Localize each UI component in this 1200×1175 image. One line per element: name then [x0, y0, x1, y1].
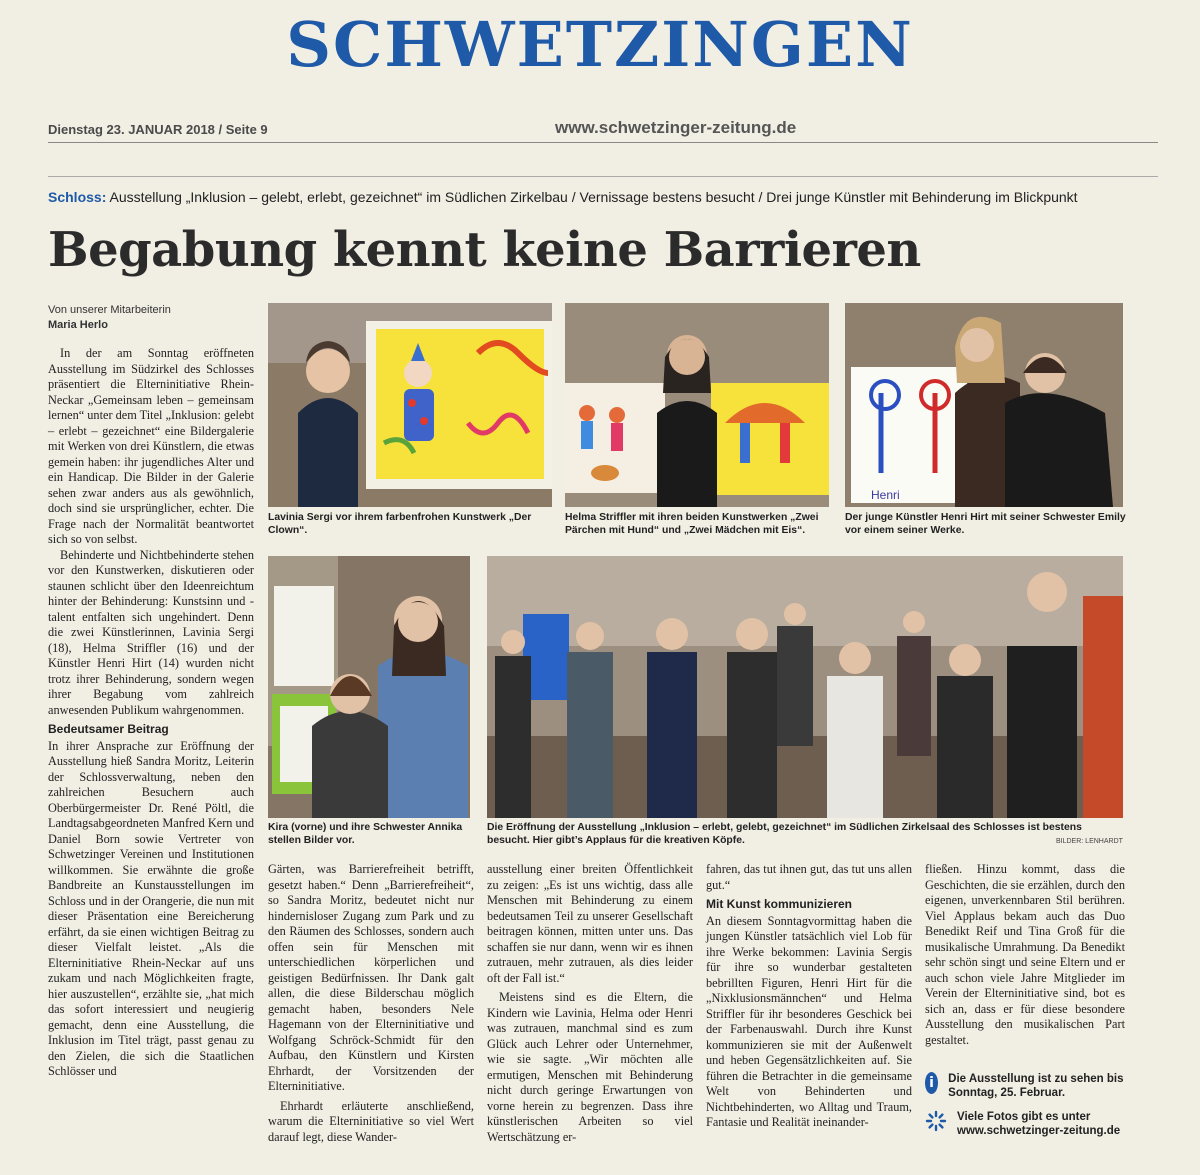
byline-intro: Von unserer Mitarbeiterin — [48, 304, 171, 316]
info-photos-row — [925, 1110, 1125, 1138]
article-column-1 — [48, 346, 254, 1080]
col1-paragraph-1: In der am Sonntag eröffneten Ausstellung im Südzirkel des Schlosses präsentiert die Elterninitiative Rhein-Neckar „Gemeinsam leben – gemeinsam lernen“ unter dem Titel „Inklusion: gelebt – erlebt – gezeichnet“ eine Bildergalerie mit Werken von drei Künstlern, die etwas gemein haben: ihr jugendliches Alter und ein Handicap. Die Bilder in der Galerie sehen zwar anders aus als gewöhnlich, doch sind sie ursprünglicher, echter. Die Frage nach der Normalität beantwortet sich so von selbst. — [48, 346, 254, 546]
info-exhibition-row — [925, 1072, 1125, 1100]
section-rule — [48, 176, 1158, 177]
col5-paragraph-1: fließen. Hinzu kommt, dass die Geschichten, die sie erzählen, durch den eigenen, unverkennbaren Stil berühren. Viel Applaus bekam auch das Duo Benedikt Reif und Tina Groß für die musikalische Umrahmung. Da Benedikt sehr schön singt und seine Eltern und er auch schon viele Jahre Mitglieder im Verein der Elterninitiative sind, bot es sich an, dass er für diese besondere Ausstellung den musikalischen Part gestaltet. — [925, 862, 1125, 1047]
col3-paragraph-1: ausstellung einer breiten Öffentlichkeit zu zeigen: „Es ist uns wichtig, dass alle Menschen mit Behinderung zu einem bedeutsamen Teil zu unserer Gesellschaft beitragen können, mitten unter uns. Das schaffen sie nur dann, wenn wir es ihnen zutrauen, mehr zutrauen, als dies leider oft der Fall ist.“ — [487, 862, 693, 985]
masthead: SCHWETZINGEN — [286, 8, 914, 81]
article-column-4 — [706, 862, 912, 1131]
col3-paragraph-2: Meistens sind es die Eltern, die Kindern wie Lavinia, Helma oder Henri was zutrauen, manchmal sind es zum Glück auch Lehrer oder Unternehmer, wie sie sagte. „Wir möchten alle ermutigen, Menschen mit Behinderung nicht durch geringe Erwartungen von vorne herein zu begrenzen. Dass ihre künstlerischen Arbeiten so viel Wertschätzung er- — [487, 990, 693, 1144]
photo-helma-striffler-image — [565, 303, 829, 507]
article-column-5 — [925, 862, 1125, 1048]
caption-photo5: Die Eröffnung der Ausstellung „Inklusion – erlebt, gelebt, gezeichnet“ im Südlichen Zirkelsaal des Schlosses ist bestens besucht. Hier gibt’s Applaus für die kreativen Köpfe. — [487, 822, 1082, 846]
article-column-3 — [487, 862, 693, 1145]
col1-subhead: Bedeutsamer Beitrag — [48, 722, 169, 736]
info-box — [925, 1072, 1125, 1138]
photo-lavinia-clown — [268, 303, 552, 507]
headline: Begabung kennt keine Barrieren — [48, 222, 921, 278]
col4-paragraph-1: fahren, das tut ihnen gut, das tut uns allen gut.“ — [706, 862, 912, 892]
col4-subhead: Mit Kunst kommunizieren — [706, 897, 853, 911]
caption-photo1: Lavinia Sergi vor ihrem farbenfrohen Kunstwerk „Der Clown“. — [268, 512, 532, 536]
byline-name: Maria Herlo — [48, 319, 108, 331]
newspaper-url: www.schwetzinger-zeitung.de — [555, 118, 797, 137]
caption-photo4: Kira (vorne) und ihre Schwester Annika stellen Bilder vor. — [268, 822, 463, 846]
article-column-2 — [268, 862, 474, 1145]
photo-opening-crowd-image — [487, 556, 1123, 818]
col2-paragraph-2: Ehrhardt erläuterte anschließend, warum die Elterninitiative so viel Wert darauf legt, diese Wander- — [268, 1098, 474, 1144]
col4-paragraph-2: An diesem Sonntagvormittag haben die jungen Künstler tatsächlich viel Lob für ihre Werke bekommen: Lavinia Sergis für ihre so wunderbar gestalteten bebrillten Figuren, Henri Hirt für die „Nixklusionsmännchen“ und Helma Striffler für ihr besonderes Geschick bei der Farbenauswahl. Durch ihre Kunst kommunizieren sie mit der Außenwelt und heben Gegensätzlichkeiten auf. Sie führen die Betrachter in die gemeinsame Welt von Behinderten und Nichtbehinderten, wo Alltag und Traum, Fantasie und Realität ineinander- — [706, 913, 912, 1129]
caption-photo2: Helma Striffler mit ihren beiden Kunstwerken „Zwei Pärchen mit Hund“ und „Zwei Mädchen mit Eis“. — [565, 512, 819, 536]
masthead-rule — [48, 142, 1158, 143]
photo-helma-striffler — [565, 303, 829, 507]
col1-paragraph-2: Behinderte und Nichtbehinderte stehen vor den Kunstwerken, diskutieren oder staunen schlicht über den Ideenreichtum hinter der Behinderung: Kunstsinn und -talent entfalten sich ungehindert. Denn die zwei Künstlerinnen, Lavinia Sergi (18), Helma Striffler (16) und der Künstler Henri Hirt (14) wurden nicht trotz ihrer Behinderung, sondern wegen ihrer Begabung vom zahlreich anwesenden Publikum wahrgenommen. — [48, 547, 254, 717]
kicker-text: Ausstellung „Inklusion – gelebt, erlebt, gezeichnet“ im Südlichen Zirkelbau / Vernissage bestens besucht / Drei junge Künstler mit Behinderung im Blickpunkt — [109, 189, 1078, 205]
photo-henri-hirt-image — [845, 303, 1123, 507]
caption-photo3: Der junge Künstler Henri Hirt mit seiner Schwester Emily vor einem seiner Werke. — [845, 512, 1126, 536]
kicker — [48, 189, 1168, 205]
photo-opening-crowd — [487, 556, 1123, 818]
photo-lavinia-clown-image — [268, 303, 552, 507]
info-photos-link-text[interactable]: Viele Fotos gibt es unter www.schwetzinger-zeitung.de — [957, 1111, 1121, 1137]
col2-paragraph-1: Gärten, was Barrierefreiheit betrifft, gesetzt haben.“ Denn „Barrierefreiheit“, so Sandra Moritz, bedeutet nicht nur hindernisloser Zugang zum Park und zu den Räumen des Schlosses, sondern auch offen sein für Menschen mit unterschiedlichen körperlichen und geistigen Bedürfnissen. Ihr Dank galt allen, die diese Bilderschau möglich gemacht haben, besonders Nele Hagemann von der Elterninitiative und Wolfgang Schröck-Schmidt für den Aufbau, den Künstlern und Kirsten Ehrhardt, der Vorsitzenden der Elterninitiative. — [268, 862, 474, 1093]
photo-henri-hirt — [845, 303, 1123, 507]
col1-paragraph-3: In ihrer Ansprache zur Eröffnung der Ausstellung hieß Sandra Moritz, Leiterin der Schlossverwaltung, neben den zahlreichen Besuchern auch Oberbürgermeister Dr. René Pöltl, die Landtagsabgeordneten Manfred Kern und Daniel Born sowie Vertreter von Schwetzinger Vereinen und Institutionen willkommen. Sie erwähnte die große Bandbreite an Kunstausstellungen im Schloss und in der Orangerie, die nun mit dieser Präsentation eine Bereicherung erfährt, da sie einen wichtigen Beitrag zu dieser Vielfalt leistet. „Als die Elterninitiative Rhein-Neckar auf uns zukam und nach Möglichkeiten fragte, hier auszustellen“, erzählte sie, „hat mich das sofort interessiert und neugierig gemacht, denn eine Ausstellung, die Inklusion im Titel trägt, passt genau zu den Zielen, die sich die Staatlichen Schlösser und — [48, 738, 254, 1078]
info-icon: i — [925, 1072, 938, 1094]
photo-kira-annika — [268, 556, 470, 818]
photo-kira-annika-image — [268, 556, 470, 818]
photo-credit: BILDER: LENHARDT — [1056, 838, 1123, 845]
info-exhibition-text: Die Ausstellung ist zu sehen bis Sonntag, 25. Februar. — [948, 1073, 1124, 1099]
kicker-label: Schloss: — [48, 189, 107, 205]
photo-gallery-icon — [925, 1110, 947, 1132]
painting-henri-label: Henri — [871, 488, 900, 502]
dateline: Dienstag 23. JANUAR 2018 / Seite 9 — [48, 122, 268, 137]
